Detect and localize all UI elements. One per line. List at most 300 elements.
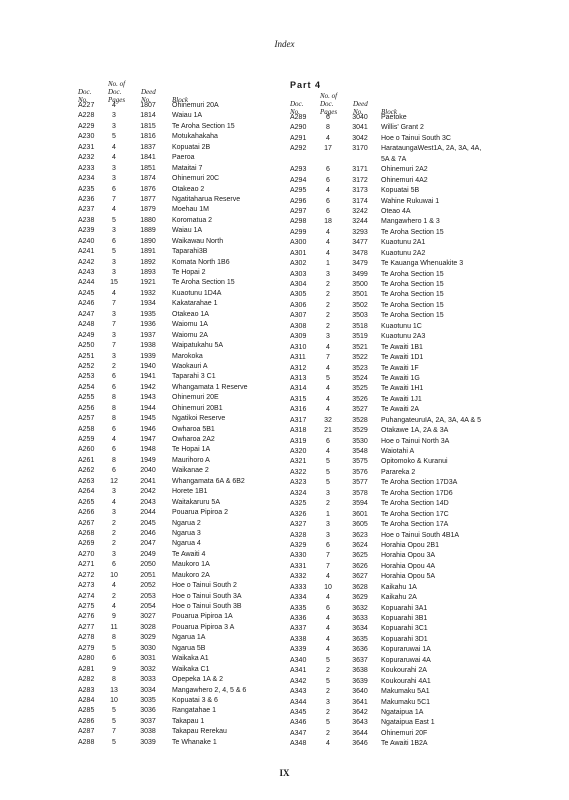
deed-number: 3242 xyxy=(352,207,368,215)
block-name: Te Aroha Section 17C xyxy=(381,510,449,518)
page-count: 2 xyxy=(326,312,330,320)
page-count: 6 xyxy=(112,561,116,569)
block-name: Ohinemuri 20A xyxy=(172,102,219,109)
table-row xyxy=(78,519,278,529)
table-row xyxy=(78,320,278,330)
deed-number: 1893 xyxy=(140,269,156,276)
part-title: Part 4 xyxy=(290,80,322,90)
table-row xyxy=(290,395,500,405)
page-count: 5 xyxy=(112,133,116,141)
doc-number: A321 xyxy=(290,458,307,466)
deed-number: 2049 xyxy=(140,550,156,558)
table-row xyxy=(78,216,278,226)
deed-number: 1807 xyxy=(140,102,156,109)
page-count: 3 xyxy=(112,269,116,276)
table-row xyxy=(78,132,278,142)
block-name: Mataitai 7 xyxy=(172,164,203,172)
table-row xyxy=(78,289,278,299)
doc-number: A266 xyxy=(78,509,95,517)
deed-number: 3518 xyxy=(352,322,368,330)
doc-number: A325 xyxy=(290,500,307,508)
table-row xyxy=(290,416,500,426)
table-row xyxy=(290,739,500,749)
block-name: Pouarua Pipiroa 1A xyxy=(172,613,233,621)
deed-number: 3639 xyxy=(352,677,368,685)
doc-number: A290 xyxy=(290,124,307,132)
doc-number: A255 xyxy=(78,394,95,402)
page-count: 4 xyxy=(326,395,330,403)
block-name: Ohinemuri 20B1 xyxy=(172,404,223,412)
table-row xyxy=(78,435,278,445)
block-name: Kuaotunu 1C xyxy=(381,322,422,330)
page-count: 7 xyxy=(112,342,116,350)
deed-number: 3039 xyxy=(140,738,156,746)
doc-number: A263 xyxy=(78,477,95,485)
doc-number: A269 xyxy=(78,540,95,548)
table-row xyxy=(290,374,500,384)
block-name: Kaikahu 2A xyxy=(381,594,417,602)
deed-number: 3503 xyxy=(352,312,368,320)
table-row xyxy=(290,207,500,217)
table-row xyxy=(78,122,278,132)
deed-number: 1876 xyxy=(140,185,156,193)
block-name: Ngataipua 1A xyxy=(381,708,424,716)
block-name: Te Aroha Section 15 xyxy=(172,279,235,287)
block-name: Te Aroha Section 15 xyxy=(381,228,444,236)
deed-number: 1814 xyxy=(140,112,156,120)
deed-number: 3036 xyxy=(140,707,156,715)
page-count: 5 xyxy=(326,468,330,476)
table-row xyxy=(290,562,500,572)
doc-number: A307 xyxy=(290,312,307,320)
block-name: Moehau 1M xyxy=(172,206,209,214)
deed-number: 2043 xyxy=(140,498,156,506)
block-name: Paetoke xyxy=(381,114,407,121)
deed-number: 3033 xyxy=(140,676,156,684)
page-count: 5 xyxy=(112,738,116,746)
block-name: Takapau Rerekau xyxy=(172,728,227,736)
page-count: 2 xyxy=(112,519,116,527)
block-name: Ngatikoi Reserve xyxy=(172,415,226,423)
deed-number: 3477 xyxy=(352,239,368,247)
deed-number: 1949 xyxy=(140,456,156,464)
doc-number: A346 xyxy=(290,719,307,727)
deed-number: 3605 xyxy=(352,521,368,529)
page-count: 12 xyxy=(110,477,118,485)
doc-number: A319 xyxy=(290,437,307,445)
block-name: Waipatukahu 5A xyxy=(172,342,224,350)
deed-number: 3171 xyxy=(352,166,368,174)
doc-number: A327 xyxy=(290,521,307,529)
deed-number: 2040 xyxy=(140,467,156,475)
doc-number: A245 xyxy=(78,289,95,297)
doc-number: A304 xyxy=(290,281,307,288)
block-name: Marokoka xyxy=(172,352,203,360)
deed-number: 1932 xyxy=(140,289,156,297)
doc-number: A243 xyxy=(78,269,95,276)
table-row xyxy=(290,301,500,311)
block-name: Paeroa xyxy=(172,154,195,162)
page-count: 3 xyxy=(326,489,330,497)
block-name: Horahia Opou 3A xyxy=(381,552,436,560)
doc-number: A283 xyxy=(78,686,95,694)
table-row xyxy=(78,237,278,247)
page-count: 5 xyxy=(326,719,330,727)
doc-header: Doc. No. xyxy=(78,88,92,104)
doc-number: A249 xyxy=(78,331,95,339)
index-rows-right xyxy=(290,113,500,750)
page-count: 7 xyxy=(112,728,116,736)
doc-number: A279 xyxy=(78,644,95,652)
page-count: 6 xyxy=(326,114,330,121)
deed-number: 2053 xyxy=(140,592,156,600)
page-count: 10 xyxy=(110,696,118,704)
page-count: 2 xyxy=(326,688,330,696)
block-name: Ngatitaharua Reserve xyxy=(172,195,241,203)
table-row xyxy=(78,477,278,487)
table-row xyxy=(78,602,278,612)
deed-number: 1879 xyxy=(140,206,156,214)
block-name: Ohinemuri 4A2 xyxy=(381,176,428,184)
page-count: 7 xyxy=(112,300,116,308)
page-count: 6 xyxy=(112,467,116,475)
table-row xyxy=(290,457,500,467)
table-row xyxy=(78,111,278,121)
block-name: Pouarua Pipiroa 2 xyxy=(172,509,229,517)
page-count: 4 xyxy=(326,635,330,643)
index-rows-left xyxy=(78,101,278,748)
block-name: Ohinemuri 2A2 xyxy=(381,166,428,174)
table-row xyxy=(290,123,500,133)
block-name: Te Whanake 1 xyxy=(172,738,217,746)
table-row xyxy=(78,665,278,675)
page-count: 5 xyxy=(112,248,116,256)
page-count: 4 xyxy=(326,239,330,247)
deed-number: 2050 xyxy=(140,561,156,569)
table-row xyxy=(78,425,278,435)
block-name: Kuaotunu 2A1 xyxy=(381,239,426,247)
table-row xyxy=(78,393,278,403)
block-name: Mangawhero 1 & 3 xyxy=(381,218,440,226)
page-count: 18 xyxy=(324,218,332,226)
table-row xyxy=(290,499,500,509)
deed-number: 1936 xyxy=(140,321,156,329)
doc-number: A278 xyxy=(78,634,95,642)
deed-number: 3519 xyxy=(352,333,368,341)
block-name: Ngarua 1A xyxy=(172,634,206,642)
block-name: Maukoro 1A xyxy=(172,561,210,569)
table-row xyxy=(78,341,278,351)
table-row xyxy=(290,614,500,624)
doc-number: A239 xyxy=(78,227,95,235)
page-count: 4 xyxy=(326,187,330,195)
doc-number: A264 xyxy=(78,488,95,496)
page-count: 8 xyxy=(112,634,116,642)
doc-number: A348 xyxy=(290,740,307,748)
deed-number: 1939 xyxy=(140,352,156,360)
deed-number: 1851 xyxy=(140,164,156,172)
deed-number: 3501 xyxy=(352,291,368,299)
deed-number: 2041 xyxy=(140,477,156,485)
deed-number: 3576 xyxy=(352,468,368,476)
block-name: Whangamata 1 Reserve xyxy=(172,383,248,391)
block-name: Kakatarahae 1 xyxy=(172,300,218,308)
page-count: 5 xyxy=(326,677,330,685)
page-count: 15 xyxy=(110,279,118,287)
page-count: 6 xyxy=(326,176,330,184)
block-name: Taparahi 3 C1 xyxy=(172,373,216,381)
block-name: Komata North 1B6 xyxy=(172,258,230,266)
table-row xyxy=(290,144,500,154)
page-count: 4 xyxy=(112,143,116,151)
deed-number: 3527 xyxy=(352,406,368,414)
block-name: Horete 1B1 xyxy=(172,488,208,496)
doc-number: A284 xyxy=(78,696,95,704)
page-count: 2 xyxy=(112,540,116,548)
block-name: Waikaka C1 xyxy=(172,665,210,673)
deed-number: 1935 xyxy=(140,310,156,318)
deed-number: 3499 xyxy=(352,270,368,278)
deed-number: 3040 xyxy=(352,114,368,121)
doc-number: A272 xyxy=(78,571,95,579)
block-name: Horahia Opou 2B1 xyxy=(381,541,439,549)
table-row xyxy=(290,510,500,520)
block-name: Te Aroha Section 15 xyxy=(381,291,444,299)
page-count: 4 xyxy=(326,573,330,581)
page-count: 7 xyxy=(326,562,330,570)
block-name: Kopuraruwai 1A xyxy=(381,646,431,654)
block-name: 5A & 7A xyxy=(381,155,407,163)
deed-number: 1944 xyxy=(140,404,156,412)
block-name: Te Awaiti 1B2A xyxy=(381,740,428,748)
page-count: 6 xyxy=(112,185,116,193)
table-row xyxy=(290,478,500,488)
table-row xyxy=(290,520,500,530)
deed-number: 1943 xyxy=(140,394,156,402)
block-name: Te Awaiti 1G xyxy=(381,374,420,382)
doc-number: A323 xyxy=(290,479,307,487)
block-name: Te Aroha Section 15 xyxy=(381,270,444,278)
block-name: Hoe o Tainui South 3B xyxy=(172,603,242,610)
table-row xyxy=(78,310,278,320)
page-count: 2 xyxy=(326,281,330,288)
deed-number: 2042 xyxy=(140,488,156,496)
deed-number: 3642 xyxy=(352,708,368,716)
deed-number: 3525 xyxy=(352,385,368,393)
doc-number: A236 xyxy=(78,195,95,203)
page-count: 5 xyxy=(326,479,330,487)
table-row xyxy=(290,228,500,238)
page-count: 2 xyxy=(326,291,330,299)
running-head: Index xyxy=(274,39,295,49)
doc-number: A287 xyxy=(78,728,95,736)
deed-number: 3632 xyxy=(352,604,368,612)
table-row xyxy=(290,447,500,457)
block-name: Koukourahi 4A1 xyxy=(381,677,431,685)
block-name: Ngarua 3 xyxy=(172,529,201,537)
block-name: Te Awaiti 1J1 xyxy=(381,395,422,403)
block-name: Ngarua 5B xyxy=(172,644,206,652)
doc-number: A338 xyxy=(290,635,307,643)
block-name: Ngataipua East 1 xyxy=(381,719,435,727)
doc-number: A276 xyxy=(78,613,95,621)
block-name: Otakeao 2 xyxy=(172,185,205,193)
block-name: Taparahi3B xyxy=(172,248,208,256)
doc-number: A333 xyxy=(290,583,307,591)
block-name: Waokauri A xyxy=(172,362,208,370)
deed-number: 3636 xyxy=(352,646,368,654)
deed-number: 2054 xyxy=(140,603,156,610)
table-row xyxy=(78,205,278,215)
page-count: 2 xyxy=(326,729,330,737)
deed-number: 2051 xyxy=(140,571,156,579)
doc-number: A332 xyxy=(290,573,307,581)
block-name: Te Aroha Section 17D3A xyxy=(381,479,458,487)
table-row xyxy=(78,644,278,654)
table-row xyxy=(78,571,278,581)
table-row xyxy=(78,560,278,570)
table-row xyxy=(290,572,500,582)
table-row xyxy=(78,383,278,393)
deed-number: 3478 xyxy=(352,249,368,257)
deed-number: 3601 xyxy=(352,510,368,518)
block-name: HarataungaWest1A, 2A, 3A, 4A, xyxy=(381,145,482,153)
table-row xyxy=(78,404,278,414)
doc-number: A251 xyxy=(78,352,95,360)
block-name: Te Awaiti 2A xyxy=(381,406,420,414)
doc-number: A336 xyxy=(290,615,307,622)
table-row xyxy=(290,322,500,332)
block-name: Makumaku 5C1 xyxy=(381,698,431,706)
table-row xyxy=(78,174,278,184)
block-name: Mangawhero 2, 4, 5 & 6 xyxy=(172,686,247,694)
page-count: 4 xyxy=(112,154,116,162)
doc-number: A228 xyxy=(78,112,95,120)
block-name: Kopuatai 2B xyxy=(172,143,211,151)
doc-number: A229 xyxy=(78,122,95,130)
block-name: Opitomoko & Kuranui xyxy=(381,458,448,466)
doc-number: A337 xyxy=(290,625,307,633)
page-count: 4 xyxy=(326,615,330,622)
table-row xyxy=(290,238,500,248)
block-name: Ohinemuri 20E xyxy=(172,394,219,402)
doc-number: A235 xyxy=(78,185,95,193)
block-name: Te Aroha Section 17D6 xyxy=(381,489,453,497)
page-count: 2 xyxy=(112,592,116,600)
table-row xyxy=(78,352,278,362)
table-row xyxy=(290,186,500,196)
deed-number: 3032 xyxy=(140,665,156,673)
table-row xyxy=(290,343,500,353)
block-name: Waikawau North xyxy=(172,237,224,245)
deed-number: 3643 xyxy=(352,719,368,727)
table-row xyxy=(78,247,278,257)
table-row xyxy=(78,550,278,560)
deed-number: 1874 xyxy=(140,175,156,183)
deed-number: 1947 xyxy=(140,436,156,443)
deed-number: 1815 xyxy=(140,122,156,130)
doc-number: A291 xyxy=(290,134,307,142)
doc-number: A294 xyxy=(290,176,307,184)
table-row xyxy=(78,372,278,382)
page-count: 8 xyxy=(112,456,116,464)
doc-number: A285 xyxy=(78,707,95,715)
doc-number: A270 xyxy=(78,550,95,558)
table-row xyxy=(290,364,500,374)
doc-number: A299 xyxy=(290,228,307,236)
page-count: 8 xyxy=(326,124,330,132)
doc-number: A248 xyxy=(78,321,95,329)
doc-number: A342 xyxy=(290,677,307,685)
doc-number: A312 xyxy=(290,364,307,372)
page-count: 6 xyxy=(326,541,330,549)
deed-header: Deed No. xyxy=(353,100,368,116)
block-header: Block xyxy=(381,108,397,116)
block-name: Kuaotunu 2A3 xyxy=(381,333,426,341)
deed-number: 3042 xyxy=(352,134,368,142)
doc-number: A329 xyxy=(290,541,307,549)
page-count: 5 xyxy=(112,717,116,725)
deed-number: 3034 xyxy=(140,686,156,694)
table-row xyxy=(290,176,500,186)
deed-number: 1946 xyxy=(140,425,156,433)
doc-number: A320 xyxy=(290,448,307,455)
deed-number: 3173 xyxy=(352,187,368,195)
block-name: Te Awaiti 4 xyxy=(172,550,206,558)
table-row xyxy=(78,592,278,602)
page-count: 8 xyxy=(112,676,116,684)
page-count: 6 xyxy=(112,425,116,433)
deed-number: 1941 xyxy=(140,373,156,381)
deed-number: 3626 xyxy=(352,562,368,570)
page-count: 7 xyxy=(112,195,116,203)
deed-number: 1889 xyxy=(140,227,156,235)
block-name: Te Aroha Section 15 xyxy=(381,312,444,320)
block-name: Hoe o Tainui North 3A xyxy=(381,437,450,445)
table-row xyxy=(290,604,500,614)
block-name: Waiotahi A xyxy=(381,448,415,455)
table-row xyxy=(78,686,278,696)
deed-number: 1940 xyxy=(140,362,156,370)
deed-number: 3174 xyxy=(352,197,368,205)
page-count: 8 xyxy=(112,394,116,402)
block-name: Te Awaiti 1D1 xyxy=(381,354,424,362)
page-count: 10 xyxy=(110,571,118,579)
page-count: 3 xyxy=(112,175,116,183)
page-count: 4 xyxy=(326,134,330,142)
table-row xyxy=(290,656,500,666)
block-name: Te Aroha Section 14D xyxy=(381,500,449,508)
deed-number: 3530 xyxy=(352,437,368,445)
block-name: Koukourahi 2A xyxy=(381,667,427,675)
table-row xyxy=(290,113,500,123)
deed-number: 3633 xyxy=(352,615,368,622)
page-count: 2 xyxy=(326,301,330,309)
page-count: 6 xyxy=(112,373,116,381)
table-row xyxy=(290,353,500,363)
doc-number: A318 xyxy=(290,427,307,435)
table-row xyxy=(290,635,500,645)
page-count: 2 xyxy=(326,667,330,675)
deed-number: 3038 xyxy=(140,728,156,736)
deed-number: 3479 xyxy=(352,260,368,268)
page-count: 5 xyxy=(326,656,330,664)
table-row xyxy=(290,489,500,499)
page-count: 6 xyxy=(326,437,330,445)
page-count: 4 xyxy=(112,582,116,590)
table-row xyxy=(78,456,278,466)
table-row xyxy=(78,706,278,716)
